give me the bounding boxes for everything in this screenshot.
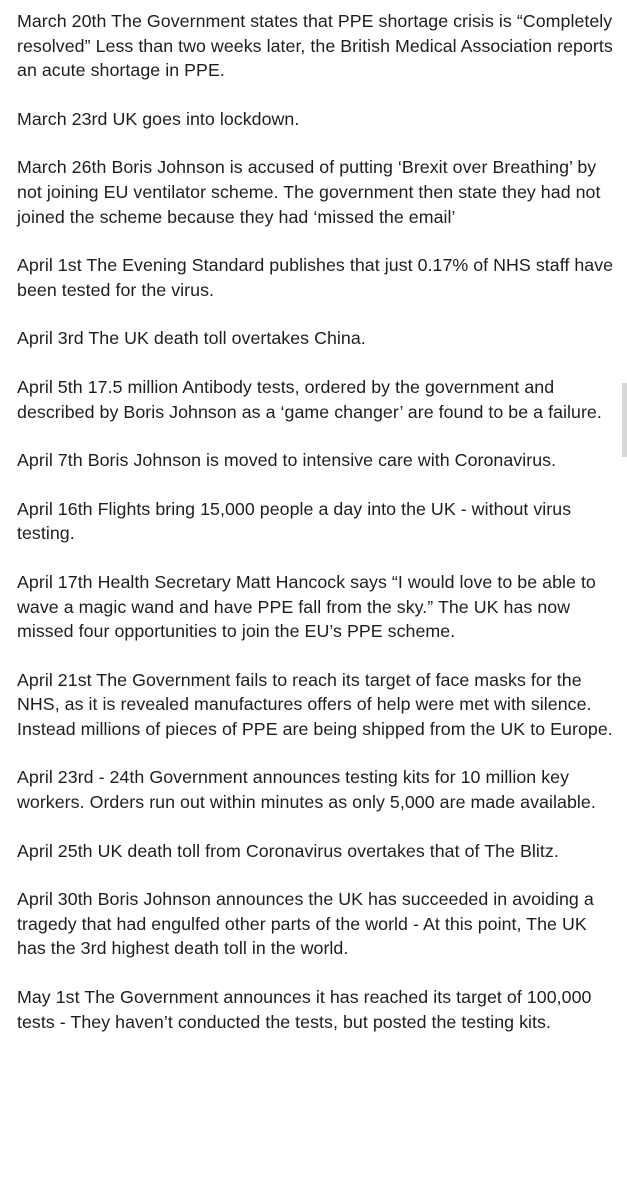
entry-text: Boris Johnson is moved to intensive care with Coronavirus. — [87, 450, 557, 471]
entry-april-17 — [17, 570, 617, 644]
entry-april-30 — [17, 887, 617, 961]
entry-april-5 — [17, 375, 617, 424]
entry-text: Boris Johnson announces the UK has succeeded in avoiding a tragedy that had engulfed other parts of the world - At this point, The UK has the 3rd highest death toll in the world. — [17, 889, 594, 959]
entry-date: April 23rd - 24th — [17, 767, 145, 788]
entry-april-1 — [17, 253, 617, 302]
entry-text: Health Secretary Matt Hancock says “I would love to be able to wave a magic wand and have PPE fall from the sky.” The UK has now missed four opportunities to join the EU’s PPE scheme. — [17, 571, 596, 642]
entry-text: Government announces testing kits for 10 million key workers. Orders run out within minutes as only 5,000 are made available. — [17, 767, 596, 813]
entry-april-3 — [17, 326, 617, 351]
entry-date: April 7th — [17, 450, 83, 471]
entry-date: April 1st — [17, 255, 82, 276]
entry-date: April 25th — [17, 840, 93, 861]
entry-text: The Government fails to reach its target of face masks for the NHS, as it is revealed manufactures offers of help were met with silence. Instead millions of pieces of PPE are being shipped from the UK to Europe. — [17, 669, 613, 739]
entry-date: March 26th — [17, 157, 107, 178]
entry-text: Boris Johnson is accused of putting ‘Brexit over Breathing’ by not joining EU ventilator scheme. The government then state they had not joined the scheme because they had ‘missed the email’ — [17, 157, 601, 227]
entry-may-1 — [17, 985, 617, 1034]
entry-text: UK goes into lockdown. — [112, 108, 300, 129]
entry-march-20 — [17, 9, 617, 83]
entry-text: The Evening Standard publishes that just 0.17% of NHS staff have been tested for the virus. — [17, 255, 614, 300]
entry-date: April 17th — [17, 571, 93, 592]
entry-march-26 — [17, 155, 617, 229]
entry-date: April 30th — [17, 889, 93, 910]
entry-text: UK death toll from Coronavirus overtakes that of The Blitz. — [97, 840, 559, 861]
entry-april-23-24 — [17, 765, 617, 814]
entry-april-16 — [17, 497, 617, 546]
entry-text: Flights bring 15,000 people a day into the UK - without virus testing. — [17, 498, 572, 544]
entry-text: The Government states that PPE shortage crisis is “Completely resolved” Less than two weeks later, the British Medical Association reports an acute shortage in PPE. — [17, 11, 613, 81]
timeline-text — [17, 9, 617, 1058]
entry-april-25 — [17, 839, 617, 864]
entry-date: May 1st — [17, 987, 80, 1008]
entry-text: The UK death toll overtakes China. — [88, 328, 366, 349]
entry-date: April 3rd — [17, 328, 84, 349]
entry-text: The Government announces it has reached its target of 100,000 tests - They haven’t conducted the tests, but posted the testing kits. — [17, 987, 592, 1032]
entry-april-7 — [17, 448, 617, 473]
entry-date: March 23rd — [17, 108, 108, 129]
entry-march-23 — [17, 107, 617, 132]
entry-date: April 5th — [17, 376, 83, 397]
entry-text: 17.5 million Antibody tests, ordered by the government and described by Boris Johnson as a ‘game changer’ are found to be a failure. — [17, 376, 602, 422]
scrollbar-thumb[interactable] — [622, 383, 627, 457]
entry-date: April 16th — [17, 498, 93, 519]
entry-date: April 21st — [17, 669, 92, 690]
entry-april-21 — [17, 668, 617, 742]
entry-date: March 20th — [17, 11, 107, 31]
